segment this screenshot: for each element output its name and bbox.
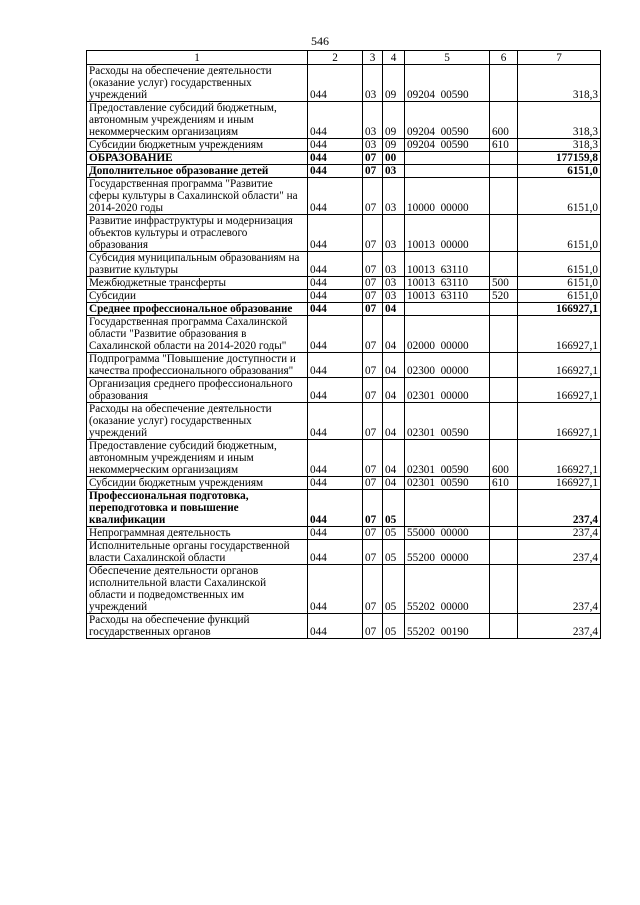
row-name-cell: Субсидии бюджетным учреждениям: [87, 139, 308, 152]
row-vr-cell: [490, 303, 518, 316]
row-rz-cell: 07: [363, 152, 383, 165]
row-gr-cell: 044: [308, 353, 363, 378]
row-rz-cell: 07: [363, 316, 383, 353]
row-gr-cell: 044: [308, 527, 363, 540]
row-csr-cell: 09204 00590: [405, 139, 490, 152]
row-sum-cell: 166927,1: [518, 353, 601, 378]
row-pr-cell: 03: [383, 215, 405, 252]
page-number: 546: [311, 34, 329, 48]
table-row: [87, 102, 601, 139]
row-rz-cell: 07: [363, 527, 383, 540]
table-row: [87, 277, 601, 290]
row-vr-cell: [490, 353, 518, 378]
row-sum-cell: 237,4: [518, 490, 601, 527]
row-sum-cell: 166927,1: [518, 316, 601, 353]
row-vr-cell: [490, 527, 518, 540]
table-row: [87, 65, 601, 102]
row-pr-cell: 09: [383, 102, 405, 139]
row-gr-cell: 044: [308, 440, 363, 477]
row-vr-cell: [490, 614, 518, 639]
row-name-cell: Профессиональная подготовка, переподготовка и повышение квалификации: [87, 490, 308, 527]
row-gr-cell: 044: [308, 316, 363, 353]
row-name-cell: Развитие инфраструктуры и модернизация объектов культуры и отраслевого образования: [87, 215, 308, 252]
row-sum-cell: 6151,0: [518, 215, 601, 252]
row-vr-cell: 500: [490, 277, 518, 290]
row-vr-cell: [490, 316, 518, 353]
column-header: 1: [87, 51, 308, 65]
row-pr-cell: 03: [383, 277, 405, 290]
row-sum-cell: 166927,1: [518, 477, 601, 490]
row-vr-cell: [490, 540, 518, 565]
row-csr-cell: 09204 00590: [405, 102, 490, 139]
row-gr-cell: 044: [308, 490, 363, 527]
row-vr-cell: [490, 178, 518, 215]
row-sum-cell: 166927,1: [518, 403, 601, 440]
row-name-cell: Организация среднего профессионального образования: [87, 378, 308, 403]
row-rz-cell: 07: [363, 178, 383, 215]
row-rz-cell: 07: [363, 353, 383, 378]
row-name-cell: Предоставление субсидий бюджетным, автономным учреждениям и иным некоммерческим организациям: [87, 102, 308, 139]
row-rz-cell: 07: [363, 490, 383, 527]
column-header: 3: [363, 51, 383, 65]
column-header: 2: [308, 51, 363, 65]
row-sum-cell: 6151,0: [518, 290, 601, 303]
table-row: [87, 215, 601, 252]
row-vr-cell: [490, 378, 518, 403]
column-header: 4: [383, 51, 405, 65]
row-csr-cell: 10013 63110: [405, 252, 490, 277]
row-csr-cell: [405, 490, 490, 527]
row-csr-cell: 02000 00000: [405, 316, 490, 353]
row-gr-cell: 044: [308, 178, 363, 215]
row-gr-cell: 044: [308, 277, 363, 290]
row-csr-cell: 55202 00190: [405, 614, 490, 639]
row-rz-cell: 07: [363, 614, 383, 639]
row-gr-cell: 044: [308, 152, 363, 165]
row-rz-cell: 07: [363, 378, 383, 403]
row-gr-cell: 044: [308, 65, 363, 102]
row-rz-cell: 07: [363, 165, 383, 178]
row-name-cell: ОБРАЗОВАНИЕ: [87, 152, 308, 165]
row-vr-cell: [490, 252, 518, 277]
row-rz-cell: 07: [363, 440, 383, 477]
row-rz-cell: 07: [363, 540, 383, 565]
row-pr-cell: 03: [383, 178, 405, 215]
table-row: [87, 614, 601, 639]
row-rz-cell: 07: [363, 403, 383, 440]
row-pr-cell: 04: [383, 316, 405, 353]
budget-table: [86, 50, 601, 639]
row-name-cell: Субсидии: [87, 290, 308, 303]
row-sum-cell: 177159,8: [518, 152, 601, 165]
row-csr-cell: [405, 303, 490, 316]
row-name-cell: Исполнительные органы государственной власти Сахалинской области: [87, 540, 308, 565]
row-pr-cell: 05: [383, 490, 405, 527]
table-row: [87, 490, 601, 527]
row-csr-cell: [405, 165, 490, 178]
row-gr-cell: 044: [308, 477, 363, 490]
table-row: [87, 165, 601, 178]
row-gr-cell: 044: [308, 378, 363, 403]
table-row: [87, 316, 601, 353]
row-name-cell: Межбюджетные трансферты: [87, 277, 308, 290]
row-rz-cell: 07: [363, 277, 383, 290]
row-csr-cell: 10000 00000: [405, 178, 490, 215]
row-rz-cell: 03: [363, 65, 383, 102]
row-rz-cell: 03: [363, 139, 383, 152]
table-row: [87, 152, 601, 165]
row-gr-cell: 044: [308, 252, 363, 277]
row-sum-cell: 166927,1: [518, 303, 601, 316]
row-name-cell: Государственная программа Сахалинской области "Развитие образования в Сахалинской области на 2014-2020 годы": [87, 316, 308, 353]
row-csr-cell: 02301 00590: [405, 477, 490, 490]
row-vr-cell: [490, 65, 518, 102]
row-csr-cell: 55200 00000: [405, 540, 490, 565]
row-name-cell: Государственная программа "Развитие сферы культуры в Сахалинской области" на 2014-2020 годы: [87, 178, 308, 215]
row-csr-cell: 10013 63110: [405, 277, 490, 290]
row-sum-cell: 318,3: [518, 102, 601, 139]
row-pr-cell: 05: [383, 540, 405, 565]
table-row: [87, 252, 601, 277]
table-row: [87, 403, 601, 440]
row-pr-cell: 03: [383, 165, 405, 178]
row-pr-cell: 04: [383, 353, 405, 378]
table-row: [87, 477, 601, 490]
row-sum-cell: 6151,0: [518, 252, 601, 277]
row-name-cell: Непрограммная деятельность: [87, 527, 308, 540]
row-rz-cell: 07: [363, 252, 383, 277]
row-pr-cell: 04: [383, 440, 405, 477]
row-rz-cell: 07: [363, 565, 383, 614]
row-gr-cell: 044: [308, 303, 363, 316]
row-csr-cell: 09204 00590: [405, 65, 490, 102]
table-row: [87, 290, 601, 303]
row-sum-cell: 6151,0: [518, 165, 601, 178]
table-row: [87, 303, 601, 316]
row-csr-cell: 02301 00000: [405, 378, 490, 403]
row-name-cell: Подпрограмма "Повышение доступности и качества профессионального образования": [87, 353, 308, 378]
row-rz-cell: 03: [363, 102, 383, 139]
row-vr-cell: [490, 403, 518, 440]
column-header: 6: [490, 51, 518, 65]
table-row: [87, 139, 601, 152]
column-header: 5: [405, 51, 490, 65]
row-name-cell: Среднее профессиональное образование: [87, 303, 308, 316]
row-sum-cell: 318,3: [518, 65, 601, 102]
row-vr-cell: 600: [490, 102, 518, 139]
table-row: [87, 353, 601, 378]
row-vr-cell: 610: [490, 477, 518, 490]
row-pr-cell: 04: [383, 477, 405, 490]
row-sum-cell: 318,3: [518, 139, 601, 152]
row-csr-cell: 02301 00590: [405, 403, 490, 440]
row-gr-cell: 044: [308, 403, 363, 440]
row-pr-cell: 00: [383, 152, 405, 165]
row-gr-cell: 044: [308, 102, 363, 139]
row-gr-cell: 044: [308, 540, 363, 565]
table-header-row: [87, 51, 601, 65]
row-pr-cell: 05: [383, 614, 405, 639]
row-pr-cell: 09: [383, 65, 405, 102]
row-pr-cell: 05: [383, 527, 405, 540]
row-pr-cell: 04: [383, 378, 405, 403]
row-gr-cell: 044: [308, 290, 363, 303]
row-name-cell: Субсидия муниципальным образованиям на развитие культуры: [87, 252, 308, 277]
row-vr-cell: 600: [490, 440, 518, 477]
row-gr-cell: 044: [308, 565, 363, 614]
row-sum-cell: 237,4: [518, 565, 601, 614]
row-vr-cell: [490, 490, 518, 527]
table-row: [87, 565, 601, 614]
row-vr-cell: 610: [490, 139, 518, 152]
row-pr-cell: 09: [383, 139, 405, 152]
row-rz-cell: 07: [363, 303, 383, 316]
column-header: 7: [518, 51, 601, 65]
row-csr-cell: 10013 63110: [405, 290, 490, 303]
row-pr-cell: 04: [383, 303, 405, 316]
row-gr-cell: 044: [308, 165, 363, 178]
row-sum-cell: 6151,0: [518, 277, 601, 290]
row-name-cell: Расходы на обеспечение деятельности (оказание услуг) государственных учреждений: [87, 403, 308, 440]
row-vr-cell: [490, 215, 518, 252]
table-row: [87, 540, 601, 565]
row-gr-cell: 044: [308, 139, 363, 152]
row-name-cell: Расходы на обеспечение функций государственных органов: [87, 614, 308, 639]
row-sum-cell: 166927,1: [518, 378, 601, 403]
row-vr-cell: 520: [490, 290, 518, 303]
row-name-cell: Расходы на обеспечение деятельности (оказание услуг) государственных учреждений: [87, 65, 308, 102]
row-csr-cell: 55000 00000: [405, 527, 490, 540]
row-vr-cell: [490, 565, 518, 614]
row-sum-cell: 237,4: [518, 527, 601, 540]
row-rz-cell: 07: [363, 477, 383, 490]
row-csr-cell: 02300 00000: [405, 353, 490, 378]
row-name-cell: Субсидии бюджетным учреждениям: [87, 477, 308, 490]
table-row: [87, 527, 601, 540]
table-row: [87, 440, 601, 477]
row-vr-cell: [490, 152, 518, 165]
row-rz-cell: 07: [363, 290, 383, 303]
row-sum-cell: 6151,0: [518, 178, 601, 215]
row-pr-cell: 04: [383, 403, 405, 440]
table-row: [87, 178, 601, 215]
row-sum-cell: 166927,1: [518, 440, 601, 477]
table-row: [87, 378, 601, 403]
row-pr-cell: 03: [383, 290, 405, 303]
row-sum-cell: 237,4: [518, 614, 601, 639]
row-pr-cell: 05: [383, 565, 405, 614]
row-name-cell: Обеспечение деятельности органов исполнительной власти Сахалинской области и подведомственных им учреждений: [87, 565, 308, 614]
row-pr-cell: 03: [383, 252, 405, 277]
row-csr-cell: 10013 00000: [405, 215, 490, 252]
row-vr-cell: [490, 165, 518, 178]
row-gr-cell: 044: [308, 215, 363, 252]
row-csr-cell: 02301 00590: [405, 440, 490, 477]
row-sum-cell: 237,4: [518, 540, 601, 565]
row-csr-cell: 55202 00000: [405, 565, 490, 614]
row-rz-cell: 07: [363, 215, 383, 252]
row-gr-cell: 044: [308, 614, 363, 639]
row-name-cell: Предоставление субсидий бюджетным, автономным учреждениям и иным некоммерческим организациям: [87, 440, 308, 477]
row-csr-cell: [405, 152, 490, 165]
row-name-cell: Дополнительное образование детей: [87, 165, 308, 178]
